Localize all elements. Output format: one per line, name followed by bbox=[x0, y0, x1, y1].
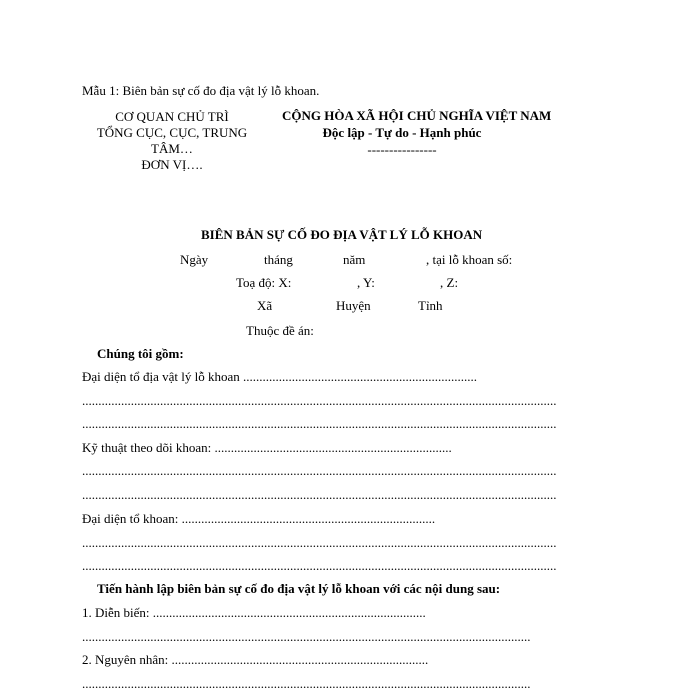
agency-line-2: TỔNG CỤC, CỤC, TRUNG bbox=[96, 125, 248, 140]
hole-number-label: , tại lỗ khoan số: bbox=[426, 252, 513, 267]
dotted-line: .......................................................................................................................................... bbox=[82, 676, 531, 691]
dotted-line: .................................................................................................................................................. bbox=[82, 487, 557, 502]
agency-line-1: CƠ QUAN CHỦ TRÌ bbox=[115, 109, 229, 124]
dotted-line: .................................................................................................................................................. bbox=[82, 558, 557, 573]
document-title: BIÊN BẢN SỰ CỐ ĐO ĐỊA VẬT LÝ LỖ KHOAN bbox=[201, 227, 483, 242]
dotted-line: .................................................................................................................................................. bbox=[82, 463, 557, 478]
issuing-agency-header bbox=[82, 109, 262, 173]
dotted-line: .................................................................................................................................................. bbox=[82, 535, 557, 550]
geophysics-rep-field: Đại diện tổ địa vật lý lỗ khoan ........................................................................ bbox=[82, 369, 478, 384]
content-heading: Tiến hành lập biên bản sự cố đo địa vật lý lỗ khoan với các nội dung sau: bbox=[97, 581, 501, 596]
motto-separator: ---------------- bbox=[367, 142, 437, 157]
cause-field: 2. Nguyên nhân: ............................................................................... bbox=[82, 652, 429, 667]
form-label: Mẫu 1: Biên bản sự cố đo địa vật lý lỗ khoan. bbox=[82, 83, 320, 98]
country-name: CỘNG HÒA XÃ HỘI CHỦ NGHĨA VIỆT NAM bbox=[282, 108, 552, 123]
tech-supervisor-field: Kỹ thuật theo dõi khoan: ......................................................................... bbox=[82, 440, 452, 455]
coord-x-label: Toạ độ: X: bbox=[236, 275, 292, 290]
project-label: Thuộc đề án: bbox=[246, 323, 314, 338]
date-day-label: Ngày bbox=[180, 252, 209, 267]
dotted-line: .......................................................................................................................................... bbox=[82, 629, 531, 644]
province-label: Tỉnh bbox=[418, 298, 443, 313]
national-header bbox=[282, 107, 552, 158]
national-motto: Độc lập - Tự do - Hạnh phúc bbox=[322, 125, 482, 140]
commune-label: Xã bbox=[257, 298, 273, 313]
dotted-line: .................................................................................................................................................. bbox=[82, 393, 557, 408]
date-year-label: năm bbox=[343, 252, 366, 267]
date-month-label: tháng bbox=[264, 252, 293, 267]
coord-y-label: , Y: bbox=[357, 275, 375, 290]
progress-field: 1. Diễn biến: .................................................................................... bbox=[82, 605, 426, 620]
members-heading: Chúng tôi gồm: bbox=[97, 346, 184, 361]
coord-z-label: , Z: bbox=[440, 275, 459, 290]
district-label: Huyện bbox=[336, 298, 371, 313]
drill-rep-field: Đại diện tổ khoan: .............................................................................. bbox=[82, 511, 436, 526]
agency-line-3: TÂM… bbox=[151, 141, 193, 156]
agency-line-4: ĐƠN VỊ…. bbox=[141, 157, 203, 172]
dotted-line: .................................................................................................................................................. bbox=[82, 416, 557, 431]
